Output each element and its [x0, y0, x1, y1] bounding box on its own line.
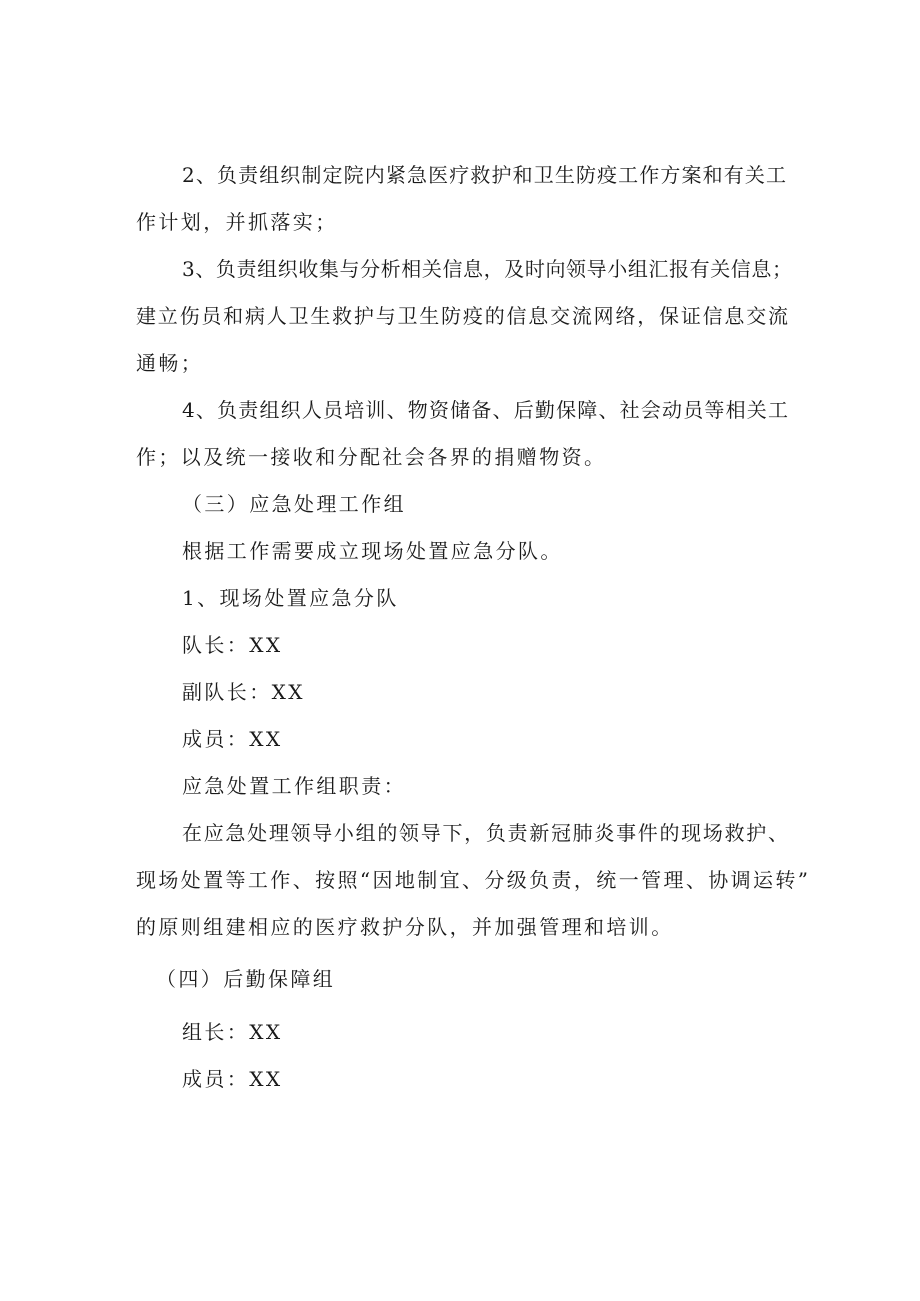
paragraph-line: 2、负责组织制定院内紧急医疗救护和卫生防疫工作方案和有关工 — [182, 163, 786, 187]
paragraph-line: 的原则组建相应的医疗救护分队，并加强管理和培训。 — [136, 915, 674, 939]
paragraph-line: 现场处置等工作、按照“因地制宜、分级负责，统一管理、协调运转” — [136, 868, 808, 892]
team-leader: 队长：XX — [182, 633, 283, 657]
paragraph-line: 4、负责组织人员培训、物资储备、后勤保障、社会动员等相关工 — [182, 398, 788, 422]
paragraph-line: 在应急处理领导小组的领导下，负责新冠肺炎事件的现场救护、 — [182, 821, 788, 845]
paragraph-line: 通畅； — [136, 351, 204, 375]
group-leader: 组长：XX — [182, 1020, 283, 1044]
paragraph-line: 作；以及统一接收和分配社会各界的捐赠物资。 — [136, 445, 607, 469]
paragraph-line: 根据工作需要成立现场处置应急分队。 — [182, 539, 563, 563]
paragraph-line: 应急处置工作组职责： — [182, 774, 406, 798]
paragraph-line: 建立伤员和病人卫生救护与卫生防疫的信息交流网络，保证信息交流 — [136, 304, 788, 328]
team-members: 成员：XX — [182, 727, 283, 751]
deputy-team-leader: 副队长：XX — [182, 680, 305, 704]
section-heading: （四）后勤保障组 — [156, 967, 336, 991]
subsection-heading: 1、现场处置应急分队 — [182, 586, 399, 610]
paragraph-line: 3、负责组织收集与分析相关信息，及时向领导小组汇报有关信息； — [182, 257, 792, 281]
group-members: 成员：XX — [182, 1067, 283, 1091]
section-heading: （三）应急处理工作组 — [182, 492, 406, 516]
paragraph-line: 作计划，并抓落实； — [136, 210, 338, 234]
